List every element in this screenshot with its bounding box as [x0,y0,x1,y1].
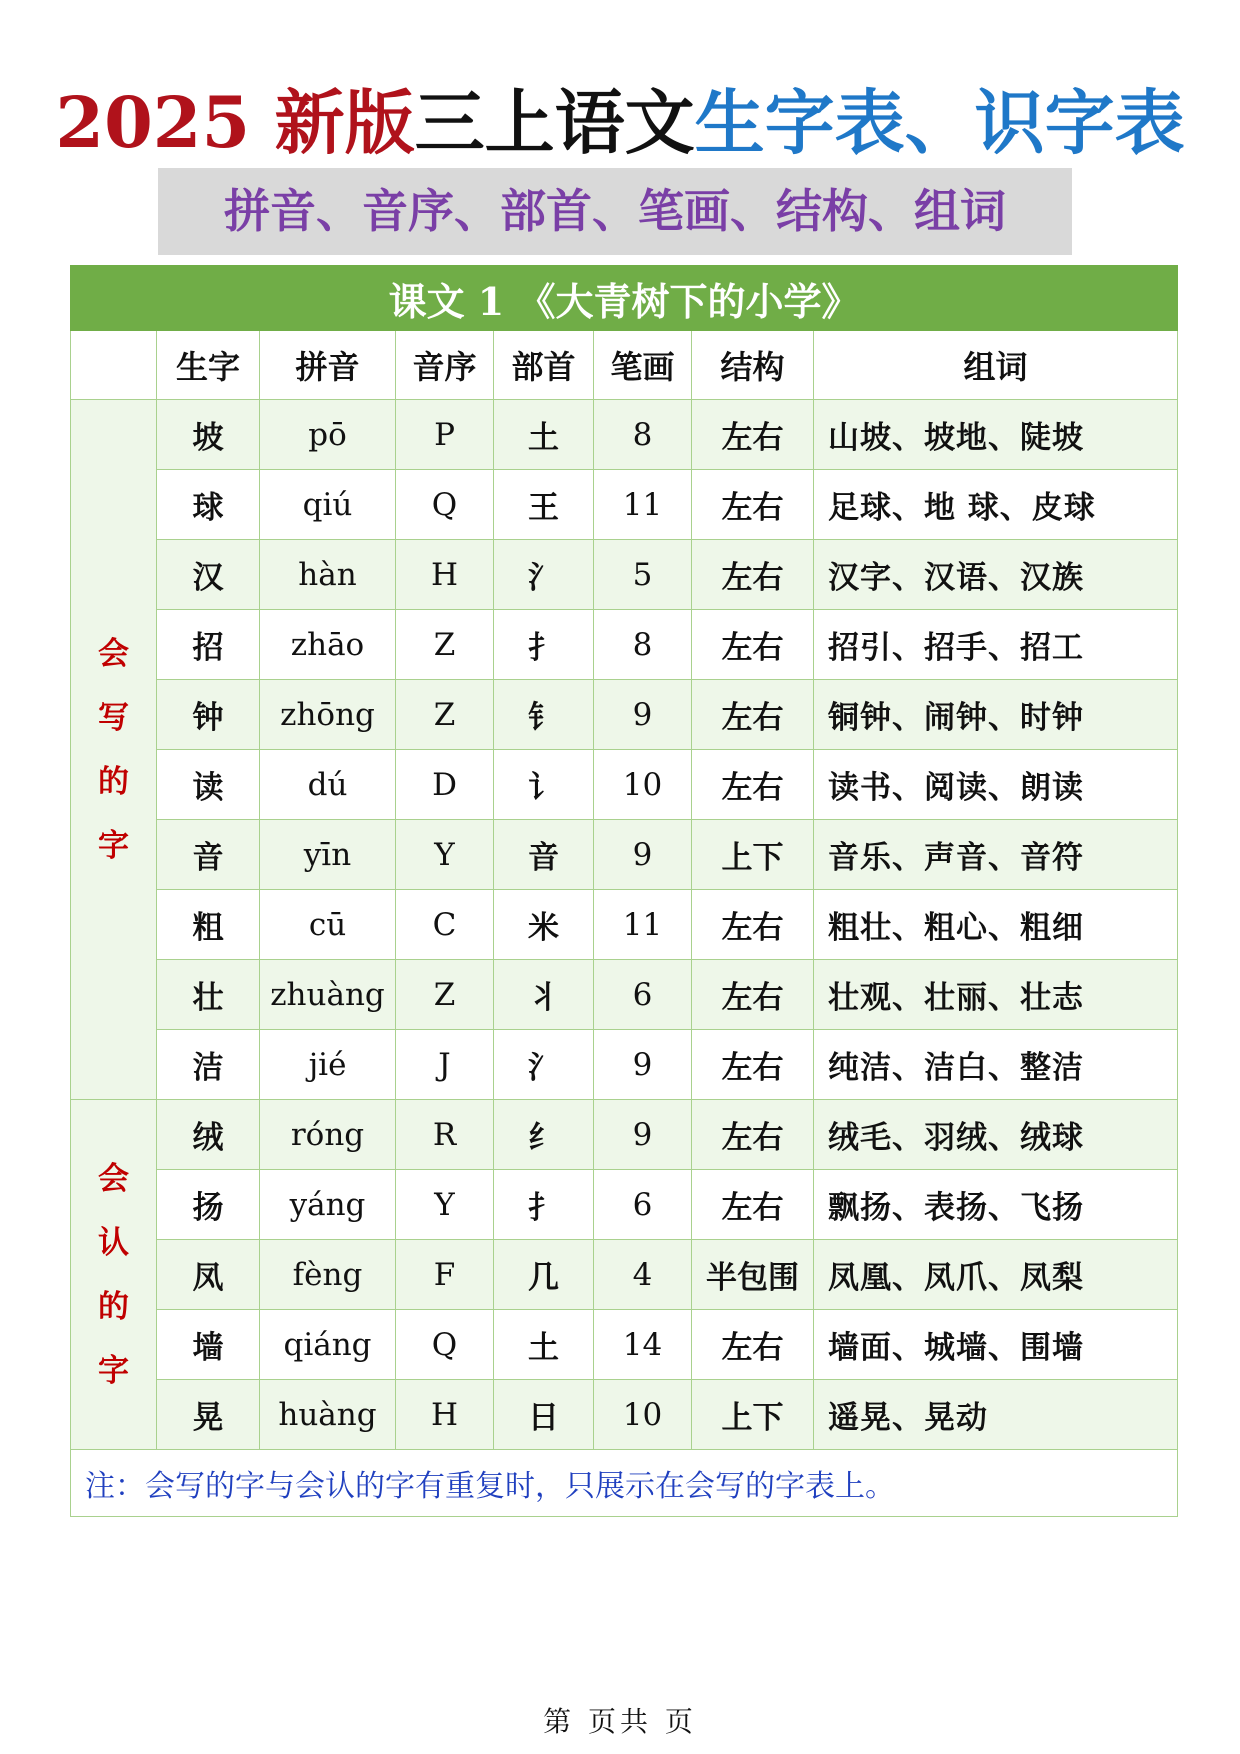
cell-words: 招引、招手、招工 [814,610,1178,680]
table-row [71,610,1178,680]
lesson-title: 课文 1 《大青树下的小学》 [71,266,1178,331]
cell-radical: 钅 [494,680,594,750]
cell-pinyin: hàn [260,540,396,610]
table-row [71,1170,1178,1240]
group-label-char: 认 [98,1224,129,1261]
table-row [71,470,1178,540]
cell-pinyin: qiú [260,470,396,540]
cell-pinyin: fèng [260,1240,396,1310]
page-title [0,78,1240,168]
cell-structure: 左右 [692,610,814,680]
cell-initial: C [396,890,494,960]
cell-radical: 讠 [494,750,594,820]
cell-pinyin: qiáng [260,1310,396,1380]
cell-radical: 日 [494,1380,594,1450]
page-footer: 第 页共 页 [543,1705,697,1738]
group-label [71,400,157,1100]
cell-strokes: 5 [594,540,692,610]
cell-radical: 氵 [494,540,594,610]
table-row [71,1310,1178,1380]
group-label-char: 的 [98,1288,129,1325]
header-row [71,331,1178,400]
cell-structure: 上下 [692,1380,814,1450]
group-label-char: 字 [98,1352,129,1389]
table-row [71,1030,1178,1100]
cell-initial: H [396,1380,494,1450]
cell-strokes: 9 [594,820,692,890]
header-strokes: 笔画 [594,331,692,400]
cell-radical: 音 [494,820,594,890]
cell-words: 飘扬、表扬、飞扬 [814,1170,1178,1240]
cell-pinyin: jié [260,1030,396,1100]
cell-structure: 上下 [692,820,814,890]
cell-initial: Q [396,1310,494,1380]
cell-initial: Z [396,960,494,1030]
cell-strokes: 8 [594,610,692,680]
cell-structure: 左右 [692,960,814,1030]
cell-character: 绒 [157,1100,260,1170]
cell-words: 山坡、坡地、陡坡 [814,400,1178,470]
cell-initial: Y [396,820,494,890]
cell-structure: 左右 [692,1170,814,1240]
cell-character: 洁 [157,1030,260,1100]
cell-pinyin: dú [260,750,396,820]
cell-pinyin: cū [260,890,396,960]
title-year-edition: 2025 新版 [55,81,415,164]
group-label-char: 会 [98,1160,129,1197]
header-radical: 部首 [494,331,594,400]
group-label-char: 字 [98,827,129,864]
cell-character: 钟 [157,680,260,750]
cell-character: 扬 [157,1170,260,1240]
cell-strokes: 8 [594,400,692,470]
cell-words: 铜钟、闹钟、时钟 [814,680,1178,750]
cell-initial: Q [396,470,494,540]
cell-character: 招 [157,610,260,680]
cell-words: 凤凰、凤爪、凤梨 [814,1240,1178,1310]
table-row [71,400,1178,470]
cell-structure: 左右 [692,1310,814,1380]
cell-initial: F [396,1240,494,1310]
cell-character: 坡 [157,400,260,470]
group-label-char: 会 [98,635,129,672]
cell-pinyin: zhōng [260,680,396,750]
cell-structure: 左右 [692,1100,814,1170]
cell-structure: 左右 [692,470,814,540]
cell-words: 足球、地 球、皮球 [814,470,1178,540]
group-label [71,1100,157,1450]
cell-character: 读 [157,750,260,820]
cell-strokes: 4 [594,1240,692,1310]
cell-words: 遥晃、晃动 [814,1380,1178,1450]
cell-character: 凤 [157,1240,260,1310]
cell-words: 纯洁、洁白、整洁 [814,1030,1178,1100]
header-pinyin: 拼音 [260,331,396,400]
table-row [71,820,1178,890]
cell-strokes: 10 [594,750,692,820]
cell-strokes: 11 [594,890,692,960]
lesson-title-row [71,266,1178,331]
cell-radical: 扌 [494,1170,594,1240]
cell-words: 粗壮、粗心、粗细 [814,890,1178,960]
cell-radical: 王 [494,470,594,540]
cell-radical: 米 [494,890,594,960]
table-row [71,1380,1178,1450]
cell-strokes: 14 [594,1310,692,1380]
cell-structure: 左右 [692,890,814,960]
table-row [71,540,1178,610]
header-words: 组词 [814,331,1178,400]
cell-words: 汉字、汉语、汉族 [814,540,1178,610]
cell-structure: 左右 [692,400,814,470]
cell-structure: 左右 [692,680,814,750]
table-row [71,1100,1178,1170]
cell-radical: 土 [494,400,594,470]
table-note: 注：会写的字与会认的字有重复时，只展示在会写的字表上。 [71,1450,1178,1517]
character-table [70,265,1178,1517]
cell-character: 壮 [157,960,260,1030]
cell-structure: 左右 [692,540,814,610]
cell-pinyin: zhāo [260,610,396,680]
header-structure: 结构 [692,331,814,400]
table-row [71,680,1178,750]
title-table-name: 生字表、识字表 [694,81,1185,164]
cell-radical: 纟 [494,1100,594,1170]
cell-pinyin: pō [260,400,396,470]
cell-initial: Z [396,680,494,750]
cell-radical: 氵 [494,1030,594,1100]
cell-words: 墙面、城墙、围墙 [814,1310,1178,1380]
cell-initial: D [396,750,494,820]
cell-character: 晃 [157,1380,260,1450]
cell-radical: 扌 [494,610,594,680]
cell-initial: R [396,1100,494,1170]
cell-words: 绒毛、羽绒、绒球 [814,1100,1178,1170]
cell-words: 壮观、壮丽、壮志 [814,960,1178,1030]
cell-pinyin: yīn [260,820,396,890]
table-row [71,750,1178,820]
cell-radical: 丬 [494,960,594,1030]
cell-words: 音乐、声音、音符 [814,820,1178,890]
cell-character: 球 [157,470,260,540]
cell-character: 墙 [157,1310,260,1380]
table-row [71,960,1178,1030]
cell-pinyin: zhuàng [260,960,396,1030]
header-initial: 音序 [396,331,494,400]
group-label-char: 的 [98,763,129,800]
cell-strokes: 11 [594,470,692,540]
cell-radical: 土 [494,1310,594,1380]
cell-pinyin: róng [260,1100,396,1170]
group-label-char: 写 [98,699,129,736]
cell-strokes: 9 [594,1100,692,1170]
character-table-container [70,265,1177,1517]
cell-structure: 半包围 [692,1240,814,1310]
cell-initial: Z [396,610,494,680]
cell-strokes: 10 [594,1380,692,1450]
note-row [71,1450,1178,1517]
cell-words: 读书、阅读、朗读 [814,750,1178,820]
cell-character: 粗 [157,890,260,960]
cell-strokes: 6 [594,960,692,1030]
cell-initial: H [396,540,494,610]
cell-strokes: 9 [594,680,692,750]
cell-pinyin: huàng [260,1380,396,1450]
table-row [71,890,1178,960]
header-char: 生字 [157,331,260,400]
cell-strokes: 9 [594,1030,692,1100]
title-subject: 三上语文 [414,81,695,164]
table-row [71,1240,1178,1310]
cell-initial: Y [396,1170,494,1240]
cell-pinyin: yáng [260,1170,396,1240]
cell-character: 汉 [157,540,260,610]
cell-character: 音 [157,820,260,890]
cell-structure: 左右 [692,1030,814,1100]
page-subtitle: 拼音、音序、部首、笔画、结构、组词 [158,168,1072,255]
cell-initial: P [396,400,494,470]
cell-strokes: 6 [594,1170,692,1240]
cell-structure: 左右 [692,750,814,820]
header-blank [71,331,157,400]
cell-initial: J [396,1030,494,1100]
cell-radical: 几 [494,1240,594,1310]
